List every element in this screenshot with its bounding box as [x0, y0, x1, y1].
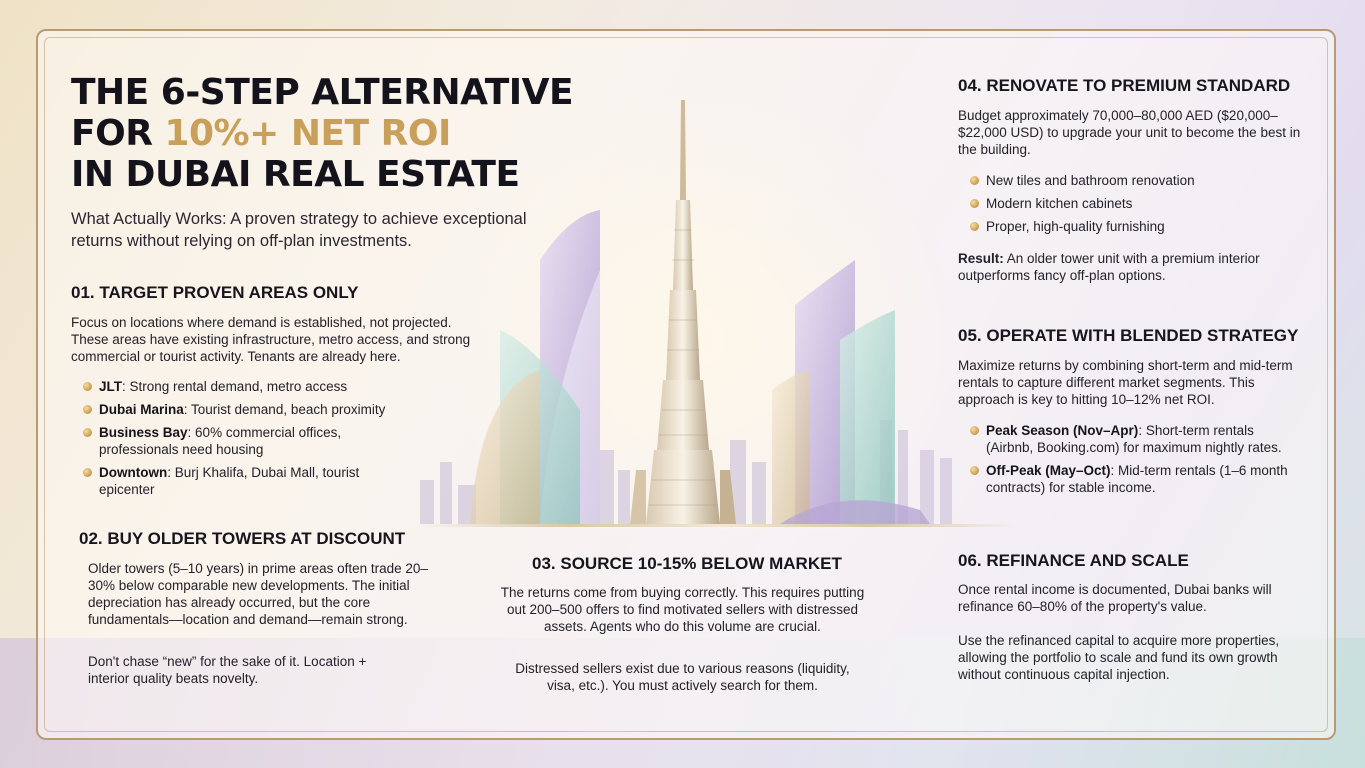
- step-3-body: The returns come from buying correctly. This requires putting out 200–500 offers to find motivated sellers with distressed assets. Agents who do this volume are crucial.: [500, 585, 865, 634]
- step-1-title: 01. TARGET PROVEN AREAS ONLY: [71, 283, 359, 302]
- list-item: [958, 462, 1303, 496]
- step-6-title: 06. REFINANCE AND SCALE: [958, 551, 1189, 570]
- step-4-list: [958, 172, 1288, 241]
- result-text: An older tower unit with a premium interior outperforms fancy off-plan options.: [958, 251, 1260, 283]
- step-1-body: Focus on locations where demand is established, not projected. These areas have existing infrastructure, metro access, and strong commercial or tourist activity. Tenants are already here.: [71, 315, 471, 364]
- title-accent: 10%+ NET ROI: [164, 113, 451, 154]
- list-item: Modern kitchen cabinets: [958, 195, 1288, 212]
- step-2-note: Don't chase “new” for the sake of it. Location + interior quality beats novelty.: [88, 654, 367, 686]
- list-item: [71, 464, 371, 498]
- list-item: Proper, high-quality furnishing: [958, 218, 1288, 235]
- step-3-title: 03. SOURCE 10-15% BELOW MARKET: [532, 554, 842, 573]
- area-name: Business Bay: [99, 425, 188, 440]
- title-line-1: THE 6-STEP ALTERNATIVE: [71, 72, 574, 113]
- step-4-body: Budget approximately 70,000–80,000 AED ($20,000–$22,000 USD) to upgrade your unit to become the best in the building.: [958, 108, 1301, 157]
- season-name: Off-Peak (May–Oct): [986, 463, 1111, 478]
- season-name: Peak Season (Nov–Apr): [986, 423, 1139, 438]
- step-4-title: 04. RENOVATE TO PREMIUM STANDARD: [958, 76, 1291, 95]
- list-item: [71, 424, 371, 458]
- title-line-3: IN DUBAI REAL ESTATE: [71, 154, 520, 195]
- season-desc: : Short-term rentals (Airbnb, Booking.com) for maximum nightly rates.: [986, 423, 1282, 455]
- area-desc: : 60% commercial offices, professionals need housing: [99, 425, 342, 457]
- title-line-2: [71, 113, 591, 154]
- step-5-body: Maximize returns by combining short-term and mid-term rentals to capture different market segments. This approach is key to hitting 10–12% net ROI.: [958, 358, 1293, 407]
- step-1-list: [71, 378, 401, 504]
- list-item: [71, 378, 401, 395]
- area-name: Dubai Marina: [99, 402, 184, 417]
- title-line-2-prefix: FOR: [71, 113, 165, 154]
- season-desc: : Mid-term rentals (1–6 month contracts) for stable income.: [986, 463, 1288, 495]
- step-4-result: [958, 250, 1293, 284]
- area-desc: : Tourist demand, beach proximity: [183, 402, 386, 417]
- area-name: Downtown: [99, 465, 168, 480]
- main-title: [71, 72, 591, 195]
- step-6-note: Use the refinanced capital to acquire more properties, allowing the portfolio to scale and fund its own growth without continuous capital injection.: [958, 633, 1280, 682]
- skyline-ground-line: [420, 524, 1020, 527]
- list-item: [958, 422, 1303, 456]
- step-6-body: Once rental income is documented, Dubai banks will refinance 60–80% of the property's value.: [958, 582, 1272, 614]
- area-desc: : Burj Khalifa, Dubai Mall, tourist epicenter: [99, 465, 360, 497]
- step-2-body: Older towers (5–10 years) in prime areas often trade 20–30% below comparable new developments. The initial depreciation has already occurred, but the core fundamentals—location and demand—remain strong.: [88, 561, 428, 627]
- list-item: New tiles and bathroom renovation: [958, 172, 1288, 189]
- step-5-title: 05. OPERATE WITH BLENDED STRATEGY: [958, 326, 1299, 345]
- area-name: JLT: [99, 379, 122, 394]
- step-3-note: Distressed sellers exist due to various reasons (liquidity, visa, etc.). You must actively search for them.: [515, 661, 850, 693]
- area-desc: : Strong rental demand, metro access: [122, 379, 348, 394]
- step-2-title: 02. BUY OLDER TOWERS AT DISCOUNT: [79, 529, 406, 548]
- result-label: Result:: [958, 251, 1004, 266]
- subtitle: What Actually Works: A proven strategy to achieve exceptional returns without relying on off-plan investments.: [71, 210, 527, 250]
- list-item: [71, 401, 401, 418]
- step-5-list: [958, 422, 1303, 502]
